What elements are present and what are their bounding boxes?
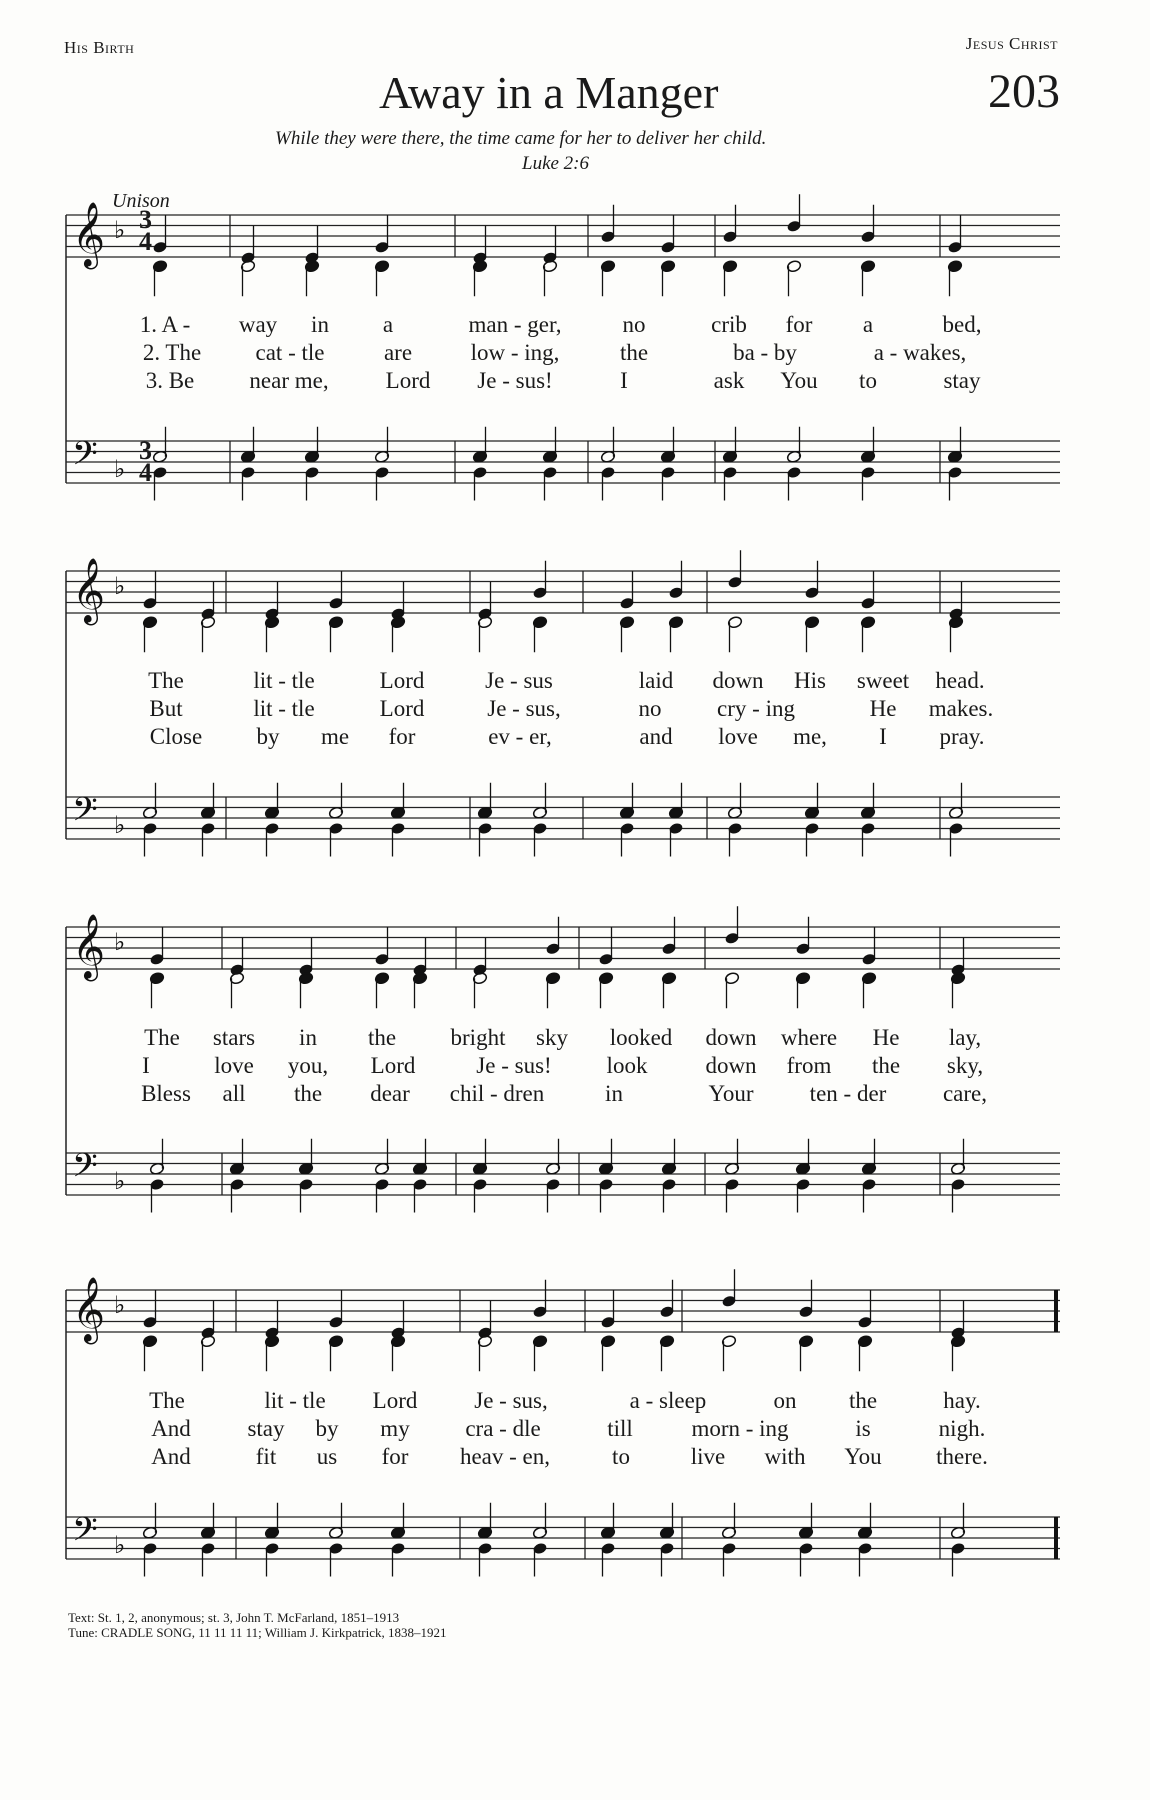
lyric-syllable: Lord bbox=[385, 368, 431, 393]
lyric-syllable: sky bbox=[536, 1025, 568, 1050]
lyric-syllable: down bbox=[705, 1025, 757, 1050]
lyric-line bbox=[0, 1081, 1150, 1107]
lyric-syllable: is bbox=[855, 1416, 871, 1441]
lyric-syllable: You bbox=[844, 1444, 882, 1469]
lyric-syllable: hay. bbox=[943, 1388, 981, 1413]
lyric-syllable: pray. bbox=[939, 724, 985, 749]
lyric-syllable: sky, bbox=[946, 1053, 984, 1078]
lyric-line bbox=[0, 1388, 1150, 1414]
flat-key-signature-icon: ♭ bbox=[114, 1167, 126, 1195]
lyric-syllable: you, bbox=[287, 1053, 329, 1078]
lyric-syllable: And bbox=[151, 1444, 191, 1469]
lyric-syllable: head. bbox=[935, 668, 985, 693]
lyric-syllable: lay, bbox=[948, 1025, 982, 1050]
lyric-syllable: bed, bbox=[942, 312, 982, 337]
lyric-syllable: in bbox=[311, 312, 329, 337]
lyric-syllable: He bbox=[872, 1025, 900, 1050]
lyric-syllable: He bbox=[869, 696, 897, 721]
time-signature-top: 3 bbox=[139, 205, 152, 234]
lyric-syllable: cra - dle bbox=[465, 1416, 541, 1441]
treble-clef-icon: 𝄞 bbox=[72, 1277, 106, 1342]
lyric-syllable: a bbox=[862, 312, 874, 337]
lyric-syllable: on bbox=[773, 1388, 797, 1413]
lyric-syllable: 1. A - bbox=[139, 312, 191, 337]
lyric-syllable: low - ing, bbox=[470, 340, 560, 365]
lyric-syllable: ask bbox=[713, 368, 745, 393]
lyric-syllable: man - ger, bbox=[468, 312, 562, 337]
lyric-syllable: I bbox=[142, 1053, 150, 1078]
hymn-title: Away in a Manger bbox=[379, 67, 719, 118]
lyric-syllable: Je - sus bbox=[485, 668, 553, 693]
lyric-syllable: a - wakes, bbox=[873, 340, 967, 365]
time-signature-bottom: 4 bbox=[139, 458, 152, 487]
lyric-syllable: laid bbox=[638, 668, 674, 693]
lyric-line bbox=[0, 368, 1150, 394]
lyric-syllable: love bbox=[718, 724, 758, 749]
time-signature-top: 3 bbox=[139, 436, 152, 465]
lyric-syllable: the bbox=[619, 340, 649, 365]
lyric-syllable: But bbox=[149, 696, 183, 721]
lyric-syllable: ev - er, bbox=[488, 724, 552, 749]
lyric-syllable: dear bbox=[370, 1081, 410, 1106]
lyric-syllable: live bbox=[690, 1444, 726, 1469]
lyric-syllable: me bbox=[320, 724, 350, 749]
lyric-syllable: and bbox=[639, 724, 673, 749]
bass-clef-icon: 𝄢 bbox=[72, 791, 98, 837]
lyric-syllable: lit - tle bbox=[264, 1388, 326, 1413]
lyric-syllable: Lord bbox=[379, 696, 425, 721]
lyric-syllable: Je - sus, bbox=[487, 696, 561, 721]
credits-tune: Tune: CRADLE SONG, 11 11 11 11; William J. Kirkpatrick, 1838–1921 bbox=[68, 1625, 447, 1640]
bass-clef-icon: 𝄢 bbox=[72, 1147, 98, 1193]
epigraph-reference: Luke 2:6 bbox=[522, 153, 590, 174]
lyric-syllable: Je - sus! bbox=[476, 1053, 552, 1078]
lyric-syllable: ba - by bbox=[733, 340, 797, 365]
lyric-syllable: lit - tle bbox=[253, 668, 315, 693]
lyric-syllable: Je - sus, bbox=[474, 1388, 548, 1413]
flat-key-signature-icon: ♭ bbox=[114, 455, 126, 483]
lyric-syllable: lit - tle bbox=[253, 696, 315, 721]
lyric-syllable: for bbox=[388, 724, 416, 749]
lyric-syllable: a bbox=[382, 312, 394, 337]
lyric-syllable: us bbox=[316, 1444, 338, 1469]
lyric-syllable: for bbox=[785, 312, 813, 337]
lyric-syllable: You bbox=[780, 368, 818, 393]
lyric-syllable: care, bbox=[942, 1081, 988, 1106]
lyric-syllable: Close bbox=[149, 724, 203, 749]
flat-key-signature-icon: ♭ bbox=[114, 216, 126, 244]
lyric-line bbox=[0, 668, 1150, 694]
lyric-syllable: stars bbox=[212, 1025, 256, 1050]
lyric-syllable: cry - ing bbox=[717, 696, 795, 721]
lyric-line bbox=[0, 312, 1150, 338]
lyric-syllable: makes. bbox=[928, 696, 994, 721]
treble-clef-icon: 𝄞 bbox=[72, 914, 106, 979]
lyric-syllable: near me, bbox=[249, 368, 329, 393]
lyric-syllable: all bbox=[222, 1081, 246, 1106]
lyric-syllable: Je - sus! bbox=[477, 368, 553, 393]
section-right: Jesus Christ bbox=[965, 34, 1058, 53]
lyric-syllable: The bbox=[144, 1025, 180, 1050]
lyric-syllable: the bbox=[367, 1025, 397, 1050]
lyric-syllable: a - sleep bbox=[629, 1388, 707, 1413]
lyric-syllable: I bbox=[879, 724, 887, 749]
section-left: His Birth bbox=[64, 38, 135, 57]
lyric-syllable: Your bbox=[708, 1081, 754, 1106]
lyric-syllable: are bbox=[383, 340, 413, 365]
lyric-line bbox=[0, 696, 1150, 722]
flat-key-signature-icon: ♭ bbox=[114, 811, 126, 839]
lyric-line bbox=[0, 1025, 1150, 1051]
lyric-syllable: by bbox=[315, 1416, 339, 1441]
lyric-line bbox=[0, 724, 1150, 750]
treble-clef-icon: 𝄞 bbox=[72, 558, 106, 623]
lyric-syllable: heav - en, bbox=[459, 1444, 551, 1469]
lyric-syllable: The bbox=[148, 668, 184, 693]
lyric-syllable: with bbox=[764, 1444, 806, 1469]
lyric-syllable: His bbox=[794, 668, 826, 693]
flat-key-signature-icon: ♭ bbox=[114, 1291, 126, 1319]
lyric-syllable: 2. The bbox=[142, 340, 202, 365]
lyric-syllable: in bbox=[299, 1025, 317, 1050]
lyric-syllable: chil - dren bbox=[449, 1081, 545, 1106]
lyric-syllable: in bbox=[605, 1081, 623, 1106]
lyric-syllable: to bbox=[612, 1444, 630, 1469]
lyric-syllable: for bbox=[381, 1444, 409, 1469]
lyric-syllable: stay bbox=[943, 368, 981, 393]
epigraph: While they were there, the time came for her to deliver her child. bbox=[275, 128, 767, 149]
lyric-syllable: I bbox=[620, 368, 628, 393]
lyric-syllable: sweet bbox=[856, 668, 910, 693]
lyric-syllable: where bbox=[780, 1025, 838, 1050]
lyric-syllable: till bbox=[607, 1416, 633, 1441]
flat-key-signature-icon: ♭ bbox=[114, 928, 126, 956]
lyric-syllable: Lord bbox=[372, 1388, 418, 1413]
lyric-line bbox=[0, 1444, 1150, 1470]
treble-clef-icon: 𝄞 bbox=[72, 202, 106, 267]
bass-clef-icon: 𝄢 bbox=[72, 435, 98, 481]
lyric-syllable: the bbox=[848, 1388, 878, 1413]
lyric-line bbox=[0, 1416, 1150, 1442]
lyric-syllable: there. bbox=[936, 1444, 988, 1469]
lyric-syllable: Bless bbox=[141, 1081, 191, 1106]
lyric-syllable: The bbox=[149, 1388, 185, 1413]
lyric-syllable: stay bbox=[247, 1416, 285, 1441]
lyric-syllable: bright bbox=[450, 1025, 506, 1050]
lyric-syllable: no bbox=[622, 312, 646, 337]
lyric-syllable: looked bbox=[609, 1025, 673, 1050]
lyric-syllable: cat - tle bbox=[255, 340, 325, 365]
lyric-syllable: down bbox=[712, 668, 764, 693]
lyric-syllable: down bbox=[705, 1053, 757, 1078]
bass-clef-icon: 𝄢 bbox=[72, 1511, 98, 1557]
time-signature-bottom: 4 bbox=[139, 227, 152, 256]
lyric-syllable: morn - ing bbox=[691, 1416, 789, 1441]
lyric-syllable: by bbox=[256, 724, 280, 749]
lyric-syllable: from bbox=[786, 1053, 832, 1078]
lyric-syllable: to bbox=[859, 368, 877, 393]
lyric-syllable: And bbox=[151, 1416, 191, 1441]
lyric-syllable: my bbox=[380, 1416, 410, 1441]
lyric-syllable: no bbox=[638, 696, 662, 721]
flat-key-signature-icon: ♭ bbox=[114, 572, 126, 600]
hymn-number: 203 bbox=[988, 65, 1060, 118]
lyric-syllable: crib bbox=[711, 312, 747, 337]
lyric-syllable: the bbox=[871, 1053, 901, 1078]
lyric-syllable: love bbox=[214, 1053, 254, 1078]
lyric-syllable: 3. Be bbox=[145, 368, 195, 393]
lyric-line bbox=[0, 1053, 1150, 1079]
lyric-syllable: nigh. bbox=[938, 1416, 986, 1441]
lyric-syllable: me, bbox=[793, 724, 827, 749]
lyric-syllable: Lord bbox=[370, 1053, 416, 1078]
lyric-syllable: Lord bbox=[379, 668, 425, 693]
lyric-syllable: fit bbox=[255, 1444, 277, 1469]
lyric-syllable: look bbox=[606, 1053, 648, 1078]
lyric-line bbox=[0, 340, 1150, 366]
performance-indication: Unison bbox=[112, 190, 170, 212]
credits-text: Text: St. 1, 2, anonymous; st. 3, John T. McFarland, 1851–1913 bbox=[68, 1610, 400, 1625]
lyric-syllable: the bbox=[293, 1081, 323, 1106]
lyric-syllable: way bbox=[238, 312, 278, 337]
lyric-syllable: ten - der bbox=[809, 1081, 887, 1106]
flat-key-signature-icon: ♭ bbox=[114, 1531, 126, 1559]
